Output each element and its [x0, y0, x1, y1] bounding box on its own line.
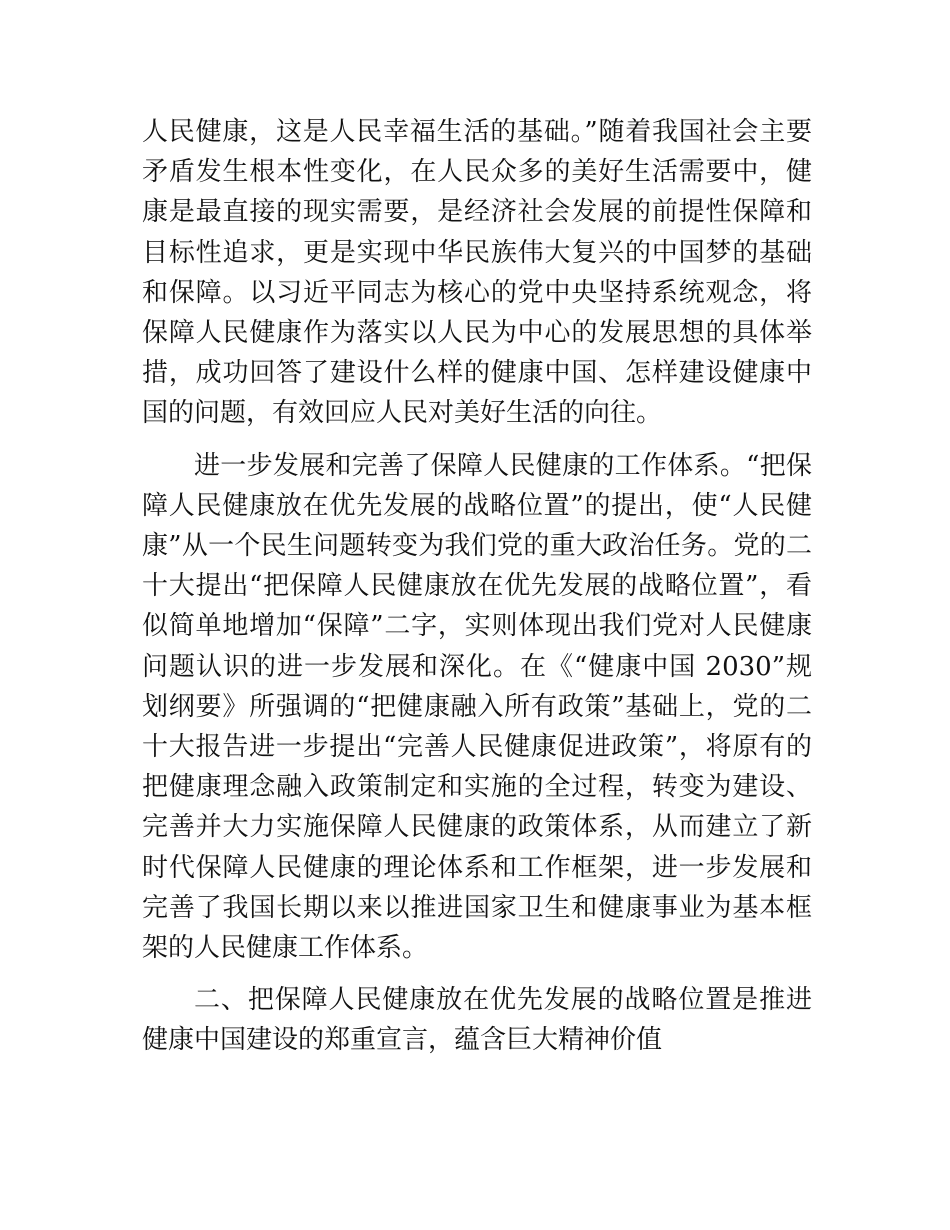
paragraph-continuation: 人民健康，这是人民幸福生活的基础。”随着我国社会主要矛盾发生根本性变化，在人民众多的美好生活需要中，健康是最直接的现实需要，是经济社会发展的前提性保障和目标性追求，更是实现中华民族伟大复兴的中国梦的基础和保障。以习近平同志为核心的党中央坚持系统观念，将保障人民健康作为落实以人民为中心的发展思想的具体举措，成功回答了建设什么样的健康中国、怎样建设健康中国的问题，有效回应人民对美好生活的向往。 [142, 117, 812, 429]
document-body [142, 112, 812, 1073]
paragraph-work-system: 进一步发展和完善了保障人民健康的工作体系。“把保障人民健康放在优先发展的战略位置”的提出，使“人民健康”从一个民生问题转变为我们党的重大政治任务。党的二十大提出“把保障人民健康放在优先发展的战略位置”，看似简单地增加“保障”二字，实则体现出我们党对人民健康问题认识的进一步发展和深化。在《“健康中国 2030”规划纲要》所强调的“把健康融入所有政策”基础上，党的二十大报告进一步提出“完善人民健康促进政策”，将原有的把健康理念融入政策制定和实施的全过程，转变为建设、完善并大力实施保障人民健康的政策体系，从而建立了新时代保障人民健康的理论体系和工作框架，进一步发展和完善了我国长期以来以推进国家卫生和健康事业为基本框架的人民健康工作体系。 [142, 450, 812, 964]
section-heading-two: 二、把保障人民健康放在优先发展的战略位置是推进健康中国建设的郑重宣言，蕴含巨大精神价值 [142, 985, 812, 1056]
